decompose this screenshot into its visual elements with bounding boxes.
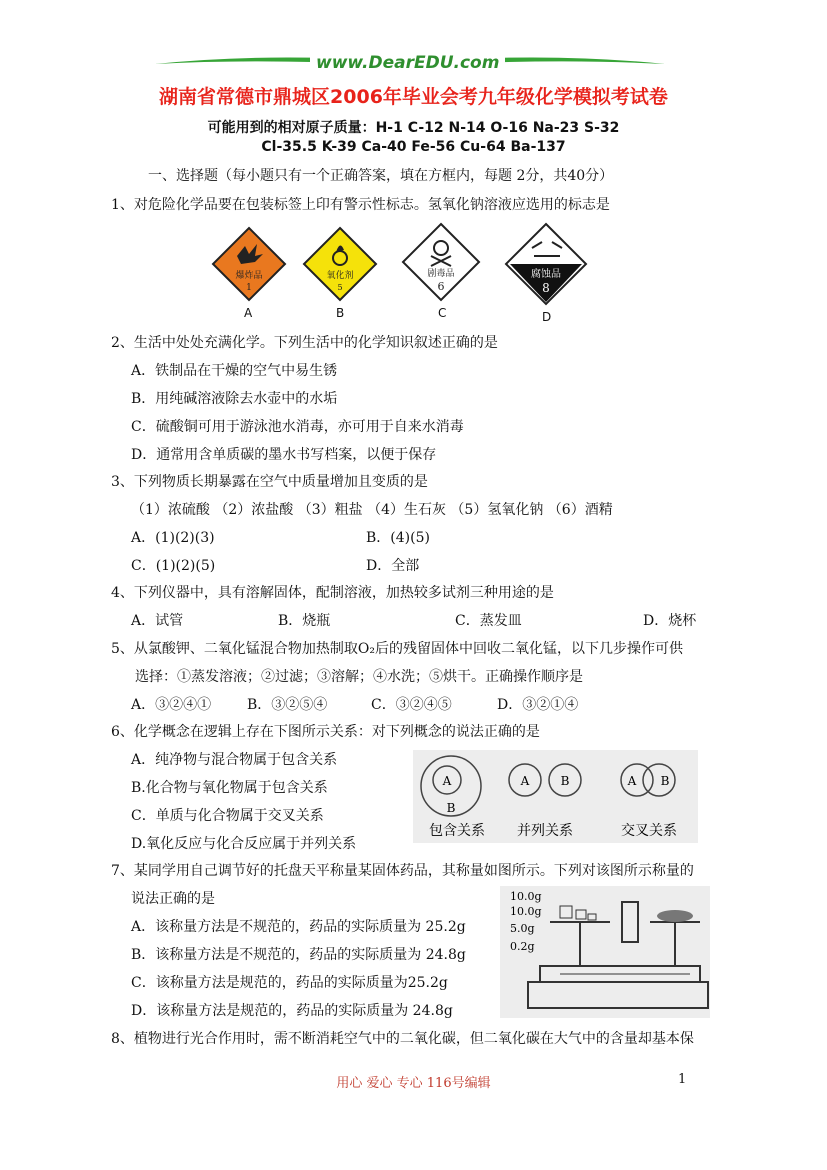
hazard-symbol-d bbox=[504, 222, 588, 306]
q2-option-c: C．硫酸铜可用于游泳池水消毒，亦可用于自来水消毒 bbox=[131, 419, 464, 435]
svg-text:5.0g: 5.0g bbox=[510, 922, 535, 935]
hazard-letter-b: B bbox=[336, 306, 345, 320]
question-1: 1、对危险化学品要在包装标签上印有警示性标志。氢氧化钠溶液应选用的标志是 bbox=[111, 197, 610, 213]
svg-text:A: A bbox=[520, 774, 530, 788]
hazard-label-d: 腐蚀品 bbox=[531, 269, 561, 280]
svg-text:8: 8 bbox=[542, 281, 550, 295]
question-8: 8、植物进行光合作用时，需不断消耗空气中的二氧化碳，但二氧化碳在大气中的含量却基本保 bbox=[111, 1031, 694, 1047]
footer-text: 用心 爱心 专心 116号编辑 bbox=[336, 1076, 491, 1091]
q2-option-a: A．铁制品在干燥的空气中易生锈 bbox=[131, 363, 338, 379]
svg-text:1: 1 bbox=[246, 283, 252, 293]
page-number: 1 bbox=[678, 1072, 687, 1087]
hazard-letter-d: D bbox=[542, 310, 552, 324]
q3-option-a: A．(1)(2)(3) bbox=[131, 530, 215, 546]
q4-option-d: D．烧杯 bbox=[643, 613, 697, 629]
site-url[interactable]: www.DearEDU.com bbox=[310, 53, 505, 73]
svg-text:10.0g: 10.0g bbox=[510, 890, 542, 903]
q7-option-a: A．该称量方法是不规范的，药品的实际质量为 25.2g bbox=[131, 919, 466, 935]
q2-option-d: D．通常用含单质碳的墨水书写档案，以便于保存 bbox=[131, 447, 437, 463]
q4-option-a: A．试管 bbox=[131, 613, 184, 629]
oxidizer-icon bbox=[302, 226, 378, 302]
hazard-letter-c: C bbox=[438, 306, 447, 320]
question-7: 7、某同学用自己调节好的托盘天平称量某固体药品，其称量如图所示。下列对该图所示称量的 bbox=[111, 863, 694, 879]
q5-option-d: D．③②①④ bbox=[497, 697, 579, 713]
svg-text:6: 6 bbox=[437, 280, 445, 293]
section-heading: 一、选择题（每小题只有一个正确答案，填在方框内，每题 2分，共40分） bbox=[148, 168, 614, 184]
q2-option-b: B．用纯碱溶液除去水壶中的水垢 bbox=[131, 391, 338, 407]
hazard-symbol-b bbox=[302, 226, 378, 302]
question-6: 6、化学概念在逻辑上存在下图所示关系：对下列概念的说法正确的是 bbox=[111, 724, 540, 740]
q7-option-c: C．该称量方法是规范的，药品的实际质量为25.2g bbox=[131, 975, 448, 991]
q3-option-d: D．全部 bbox=[366, 558, 420, 574]
balance-scale-icon bbox=[500, 886, 710, 1018]
svg-text:A: A bbox=[627, 774, 637, 788]
hazard-symbol-a bbox=[211, 226, 287, 302]
atomic-mass-line2: Cl-35.5 K-39 Ca-40 Fe-56 Cu-64 Ba-137 bbox=[261, 139, 566, 155]
relation-circles bbox=[413, 750, 698, 843]
concept-relation-figure bbox=[413, 750, 698, 843]
hazard-label-a: 爆炸品 bbox=[235, 271, 263, 281]
q5-option-a: A．③②④① bbox=[131, 697, 212, 713]
hazard-label-c: 剧毒品 bbox=[427, 269, 455, 279]
q7-option-b: B．该称量方法是不规范的，药品的实际质量为 24.8g bbox=[131, 947, 466, 963]
page-title: 湖南省常德市鼎城区2006年毕业会考九年级化学模拟考试卷 bbox=[159, 86, 668, 108]
svg-text:B: B bbox=[660, 774, 670, 788]
q4-option-c: C．蒸发皿 bbox=[455, 613, 522, 629]
label-parallel: 并列关系 bbox=[517, 823, 573, 839]
q3-option-c: C．(1)(2)(5) bbox=[131, 558, 216, 574]
skull-icon bbox=[401, 222, 481, 302]
svg-text:B: B bbox=[560, 774, 570, 788]
corrosive-icon bbox=[504, 222, 588, 306]
hazard-letter-a: A bbox=[244, 306, 253, 320]
question-4: 4、下列仪器中，具有溶解固体，配制溶液，加热较多试剂三种用途的是 bbox=[111, 585, 554, 601]
svg-text:0.2g: 0.2g bbox=[510, 940, 535, 953]
svg-text:A: A bbox=[442, 774, 452, 788]
q6-option-a: A．纯净物与混合物属于包含关系 bbox=[131, 752, 338, 768]
label-contain: 包含关系 bbox=[429, 823, 485, 839]
question-5: 5、从氯酸钾、二氧化锰混合物加热制取O₂后的残留固体中回收二氧化锰，以下几步操作可供 bbox=[111, 641, 683, 657]
svg-text:5: 5 bbox=[337, 283, 343, 292]
label-cross: 交叉关系 bbox=[621, 823, 677, 839]
q6-option-c: C．单质与化合物属于交叉关系 bbox=[131, 808, 324, 824]
q5-option-b: B．③②⑤④ bbox=[247, 697, 328, 713]
q6-option-d: D.氧化反应与化合反应属于并列关系 bbox=[131, 836, 357, 852]
hazard-symbol-c bbox=[401, 222, 481, 302]
q5-option-c: C．③②④⑤ bbox=[371, 697, 452, 713]
q6-option-b: B.化合物与氧化物属于包含关系 bbox=[131, 780, 328, 796]
q3-option-b: B．(4)(5) bbox=[366, 530, 430, 546]
balance-figure bbox=[500, 886, 710, 1018]
question-3: 3、下列物质长期暴露在空气中质量增加且变质的是 bbox=[111, 474, 428, 490]
question-5-cont: 选择：①蒸发溶液；②过滤；③溶解；④水洗；⑤烘干。正确操作顺序是 bbox=[135, 669, 583, 685]
atomic-mass-line1: 可能用到的相对原子质量：H-1 C-12 N-14 O-16 Na-23 S-32 bbox=[207, 120, 620, 136]
question-7-cont: 说法正确的是 bbox=[131, 891, 215, 907]
svg-text:B: B bbox=[446, 801, 456, 815]
hazard-label-b: 氧化剂 bbox=[326, 271, 354, 281]
q3-substances: （1）浓硫酸 （2）浓盐酸 （3）粗盐 （4）生石灰 （5）氢氧化钠 （6）酒精 bbox=[131, 502, 613, 518]
question-2: 2、生活中处处充满化学。下列生活中的化学知识叙述正确的是 bbox=[111, 335, 498, 351]
explosive-icon bbox=[211, 226, 287, 302]
svg-text:10.0g: 10.0g bbox=[510, 905, 542, 918]
q7-option-d: D．该称量方法是规范的，药品的实际质量为 24.8g bbox=[131, 1003, 453, 1019]
q4-option-b: B．烧瓶 bbox=[278, 613, 331, 629]
